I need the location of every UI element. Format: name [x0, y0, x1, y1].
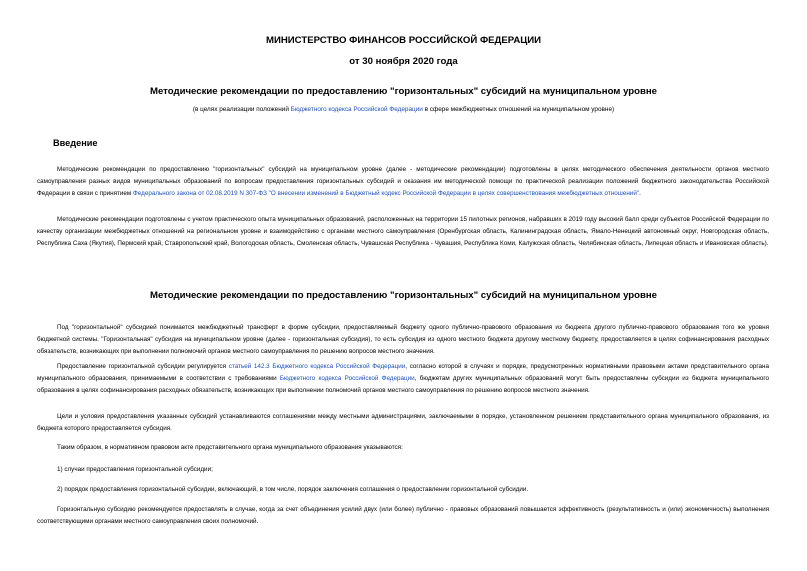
main-p2-pre: Предоставление горизонтальной субсидии регулируется: [57, 363, 229, 370]
main-p2-post: , бюджетам других муниципальных образований могут быть предоставлены субсидии из бюджета муниципального образования в целях софинансирования расходных обязательств, возникающих при выполнении полномочий органов местного самоуправления по решению вопросов местного значения.: [37, 375, 770, 394]
budget-code-link[interactable]: Бюджетного кодекса Российской Федерации: [290, 106, 423, 113]
document-subtitle: [0, 106, 807, 113]
intro-paragraph-2: Методические рекомендации подготовлены с учетом практического опыта муниципальных образований, расположенных на территории 15 пилотных регионов, набравших в 2019 году высокий балл среди субъектов Российской Федерации по качеству организации межбюджетных отношений на региональном уровне и взаимодействию с органами местного самоуправления (Оренбургская область, Калининградская область, Ямало-Ненецкий автономный округ, Новгородская область, Республика Саха (Якутия), Пермский край, Ставропольский край, Вологодская область, Смоленская область, Чувашская Республика - Чувашия, Республика Коми, Калужская область, Челябинская область, Липецкая область и Ивановская область).: [37, 216, 769, 247]
federal-law-link[interactable]: Федерального закона от 02.08.2019 N 307-ФЗ "О внесении изменений в Бюджетный кодекс Российской Федерации в целях совершенствования межбюджетных отношений": [133, 190, 640, 197]
document-date: от 30 ноября 2020 года: [349, 56, 458, 67]
main-paragraph-1: Под "горизонтальной" субсидией понимается межбюджетный трансферт в форме субсидии, предоставляемый бюджету одного публично-правового образования из бюджета другого публично-правового образования того же уровня бюджетной системы. "Горизонтальная" субсидия на муниципальном уровне (далее - горизонтальная субсидия), то есть субсидия из одного местного бюджета другому местному бюджету, предоставляется в целях софинансирования расходных обязательств, возникающих при выполнении полномочий органов местного самоуправления по решению вопросов местного значения.: [37, 324, 769, 355]
document-title: Методические рекомендации по предоставлению "горизонтальных" субсидий на муниципальном уровне: [149, 86, 658, 97]
article-142-3-link[interactable]: статьей 142.3 Бюджетного кодекса Российской Федерации: [228, 363, 406, 370]
budget-code-link-2[interactable]: Бюджетного кодекса Российской Федерации: [279, 375, 415, 382]
main-paragraph-3: Цели и условия предоставления указанных субсидий устанавливаются соглашениями между местными администрациями, заключаемыми в порядке, установленном решением представительного органа муниципального образования, из бюджета которого предоставляется субсидия.: [37, 413, 769, 432]
subtitle-text-post: в сфере межбюджетных отношений на муниципальном уровне): [422, 106, 615, 113]
intro-p1-text: Методические рекомендации по предоставлению "горизонтальных" субсидий на муниципальном уровне (далее - методические рекомендации) подготовлены в целях методического обеспечения деятельности органов местного самоуправления разных видов муниципальных образований по вопросам предоставления горизонтальных субсидий и оказания им методической помощи по практической реализации положений бюджетного законодательства Российской Федерации в связи с принятием: [37, 166, 769, 197]
subtitle-text-pre: (в целях реализации положений: [192, 106, 291, 113]
intro-paragraph-1: [37, 164, 769, 200]
ministry-name: МИНИСТЕРСТВО ФИНАНСОВ РОССИЙСКОЙ ФЕДЕРАЦИИ: [265, 35, 542, 46]
intro-heading: Введение: [53, 138, 98, 148]
main-paragraph-2: [37, 361, 769, 397]
intro-p1-end: .: [639, 190, 641, 197]
list-item-2: 2) порядок предоставления горизонтальной субсидии, включающий, в том числе, порядок заключения соглашения о предоставлении горизонтальной субсидии.: [57, 486, 529, 493]
list-item-1: 1) случаи предоставления горизонтальной субсидии;: [57, 466, 213, 473]
main-p2-mid: , согласно которой в случаях и порядке, предусмотренных нормативными правовыми актами представительного органа муниципального образования, принимаемыми в соответствии с требованиями: [37, 363, 769, 382]
main-section-heading: Методические рекомендации по предоставлению "горизонтальных" субсидий на муниципальном уровне: [149, 290, 658, 301]
main-paragraph-7: Горизонтальную субсидию рекомендуется предоставлять в случае, когда за счет объединения усилий двух (или более) публично - правовых образований повышается эффективность (результативность и (или) экономичность) выполнения соответствующими органами местного самоуправления своих полномочий.: [37, 506, 769, 525]
main-paragraph-4: Таким образом, в нормативном правовом акте представительного органа муниципального образования указываются:: [57, 444, 403, 451]
